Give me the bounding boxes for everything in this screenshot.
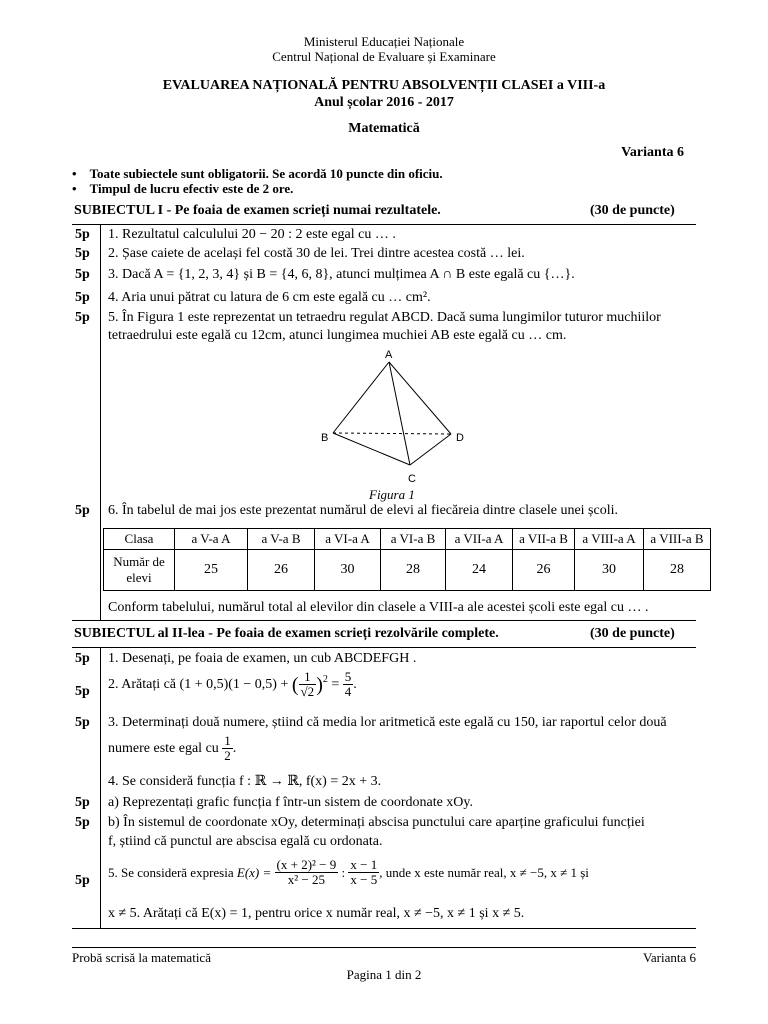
s2-q3-points: 5p: [75, 715, 90, 730]
table-header-label: Clasa: [104, 529, 175, 550]
subject1-title: SUBIECTUL I - Pe foaia de examen scrieți numai rezultatele.: [74, 203, 441, 218]
subject2-points: (30 de puncte): [590, 626, 675, 641]
table-cell: 30: [575, 550, 644, 591]
edge-bd-hidden: [333, 433, 451, 434]
q6-text: 6. În tabelul de mai jos este prezentat numărul de elevi al fiecăreia dintre clasele unei școli.: [108, 503, 619, 518]
s2-q2-text: 2. Arătați că (1 + 0,5)(1 − 0,5) + ( $\frac{1}{√2}$ )$^2$ = $\frac{5}{4}$ .: [108, 669, 357, 699]
q6-points: 5p: [75, 503, 90, 518]
table-cell: 26: [248, 550, 315, 591]
q1-points: 5p: [75, 227, 90, 242]
edge-ac: [389, 362, 410, 465]
label-d: D: [456, 432, 464, 444]
s2-q3-text-line2: numere este egal cu $\frac{1}{2}$ .: [108, 733, 237, 763]
table-cell: 28: [381, 550, 446, 591]
instruction-1: • Toate subiectele sunt obligatorii. Se acordă 10 puncte din oficiu.: [72, 166, 443, 181]
table-cell: 25: [175, 550, 248, 591]
table-header-cell: a VII-a B: [513, 529, 575, 550]
q5-text-line2: tetraedrului este egală cu 12cm, atunci lungimea muchiei AB este egală cu … cm.: [108, 328, 567, 343]
q1-text: 1. Rezultatul calculului 20 − 20 : 2 este egal cu … .: [108, 227, 396, 242]
s2-q4a-text: a) Reprezentați grafic funcția f într-un sistem de coordonate xOy.: [108, 795, 473, 810]
s2-q5-text-line2: x ≠ 5. Arătați că E(x) = 1, pentru orice x număr real, x ≠ −5, x ≠ 1 și x ≠ 5.: [108, 906, 525, 921]
s2-q1-text: 1. Desenați, pe foaia de examen, un cub ABCDEFGH .: [108, 651, 417, 666]
table-cell: 30: [315, 550, 381, 591]
q3-points: 5p: [75, 267, 90, 282]
s2-q4-text: 4. Se consideră funcția f : ℝ → ℝ, f(x) = 2x + 3.: [108, 774, 382, 789]
s2-q4b-text-line2: f, știind că punctul are abscisa egală cu ordonata.: [108, 834, 383, 849]
s2-q4a-points: 5p: [75, 795, 90, 810]
center-name: Centrul Național de Evaluare și Examinare: [272, 49, 496, 64]
instruction-2: • Timpul de lucru efectiv este de 2 ore.: [72, 181, 294, 196]
q5-text: 5. În Figura 1 este reprezentat un tetraedru regulat ABCD. Dacă suma lungimilor tuturor muchiilor: [108, 310, 661, 325]
table-header-cell: a VI-a A: [315, 529, 381, 550]
subject1-points: (30 de puncte): [590, 203, 675, 218]
q6-after-table: Conform tabelului, numărul total al elevilor din clasele a VIII-a ale acestei școli este egal cu … .: [108, 600, 649, 615]
label-c: C: [408, 473, 416, 485]
table-row-label: Număr de elevi: [104, 550, 175, 591]
table-header-cell: a V-a B: [248, 529, 315, 550]
q3-text: 3. Dacă A = {1, 2, 3, 4} și B = {4, 6, 8}, atunci mulțimea A ∩ B este egală cu {…}.: [108, 267, 575, 282]
edge-ad: [389, 362, 451, 434]
edge-cd: [410, 434, 451, 465]
subject-name: Matematică: [348, 121, 420, 136]
q2-text: 2. Șase caiete de același fel costă 30 de lei. Trei dintre acestea costă … lei.: [108, 246, 525, 261]
s2-q1-points: 5p: [75, 651, 90, 666]
page-number: Pagina 1 din 2: [346, 967, 422, 982]
exam-title: EVALUAREA NAȚIONALĂ PENTRU ABSOLVENȚII CLASEI a VIII-a: [162, 78, 606, 93]
footer-right: Varianta 6: [642, 950, 696, 965]
label-b: B: [321, 432, 329, 444]
tetrahedron-figure: [310, 348, 470, 490]
figure-caption: Figura 1: [369, 487, 415, 502]
table-header-cell: a V-a A: [175, 529, 248, 550]
edge-bc: [333, 433, 410, 465]
s2-q4b-points: 5p: [75, 815, 90, 830]
table-cell: 24: [446, 550, 513, 591]
q4-text: 4. Aria unui pătrat cu latura de 6 cm este egală cu … cm².: [108, 290, 431, 305]
table-cell: 28: [644, 550, 711, 591]
class-table: [103, 528, 711, 591]
label-a: A: [385, 349, 393, 361]
s2-q5-points: 5p: [75, 873, 90, 888]
ministry-name: Ministerul Educației Naționale: [303, 34, 465, 49]
school-year: Anul școlar 2016 - 2017: [314, 95, 454, 110]
variant-label: Varianta 6: [621, 145, 684, 160]
table-cell: 26: [513, 550, 575, 591]
table-header-cell: a VII-a A: [446, 529, 513, 550]
table-header-cell: a VIII-a A: [575, 529, 644, 550]
q4-points: 5p: [75, 290, 90, 305]
s2-q3-text: 3. Determinați două numere, știind că media lor aritmetică este egală cu 150, iar raportul celor două: [108, 715, 667, 730]
table-header-cell: a VI-a B: [381, 529, 446, 550]
s2-q2-points: 5p: [75, 684, 90, 699]
table-header-cell: a VIII-a B: [644, 529, 711, 550]
s2-q5-text: 5. Se consideră expresia E(x) = $\frac{\text{(x + 2)² − 9}}{\text{x² − 25}}$ : $\frac{x - 1}{x - 5}$ , unde x este număr real, x ≠ −5, x ≠ 1 și: [108, 857, 589, 887]
q2-points: 5p: [75, 246, 90, 261]
s2-q4b-text: b) În sistemul de coordonate xOy, determinați abscisa punctului care aparține graficului funcției: [108, 815, 645, 830]
subject2-title: SUBIECTUL al II-lea - Pe foaia de examen scrieți rezolvările complete.: [74, 626, 499, 641]
edge-ab: [333, 362, 389, 433]
q5-points: 5p: [75, 310, 90, 325]
footer-left: Probă scrisă la matematică: [72, 950, 211, 965]
